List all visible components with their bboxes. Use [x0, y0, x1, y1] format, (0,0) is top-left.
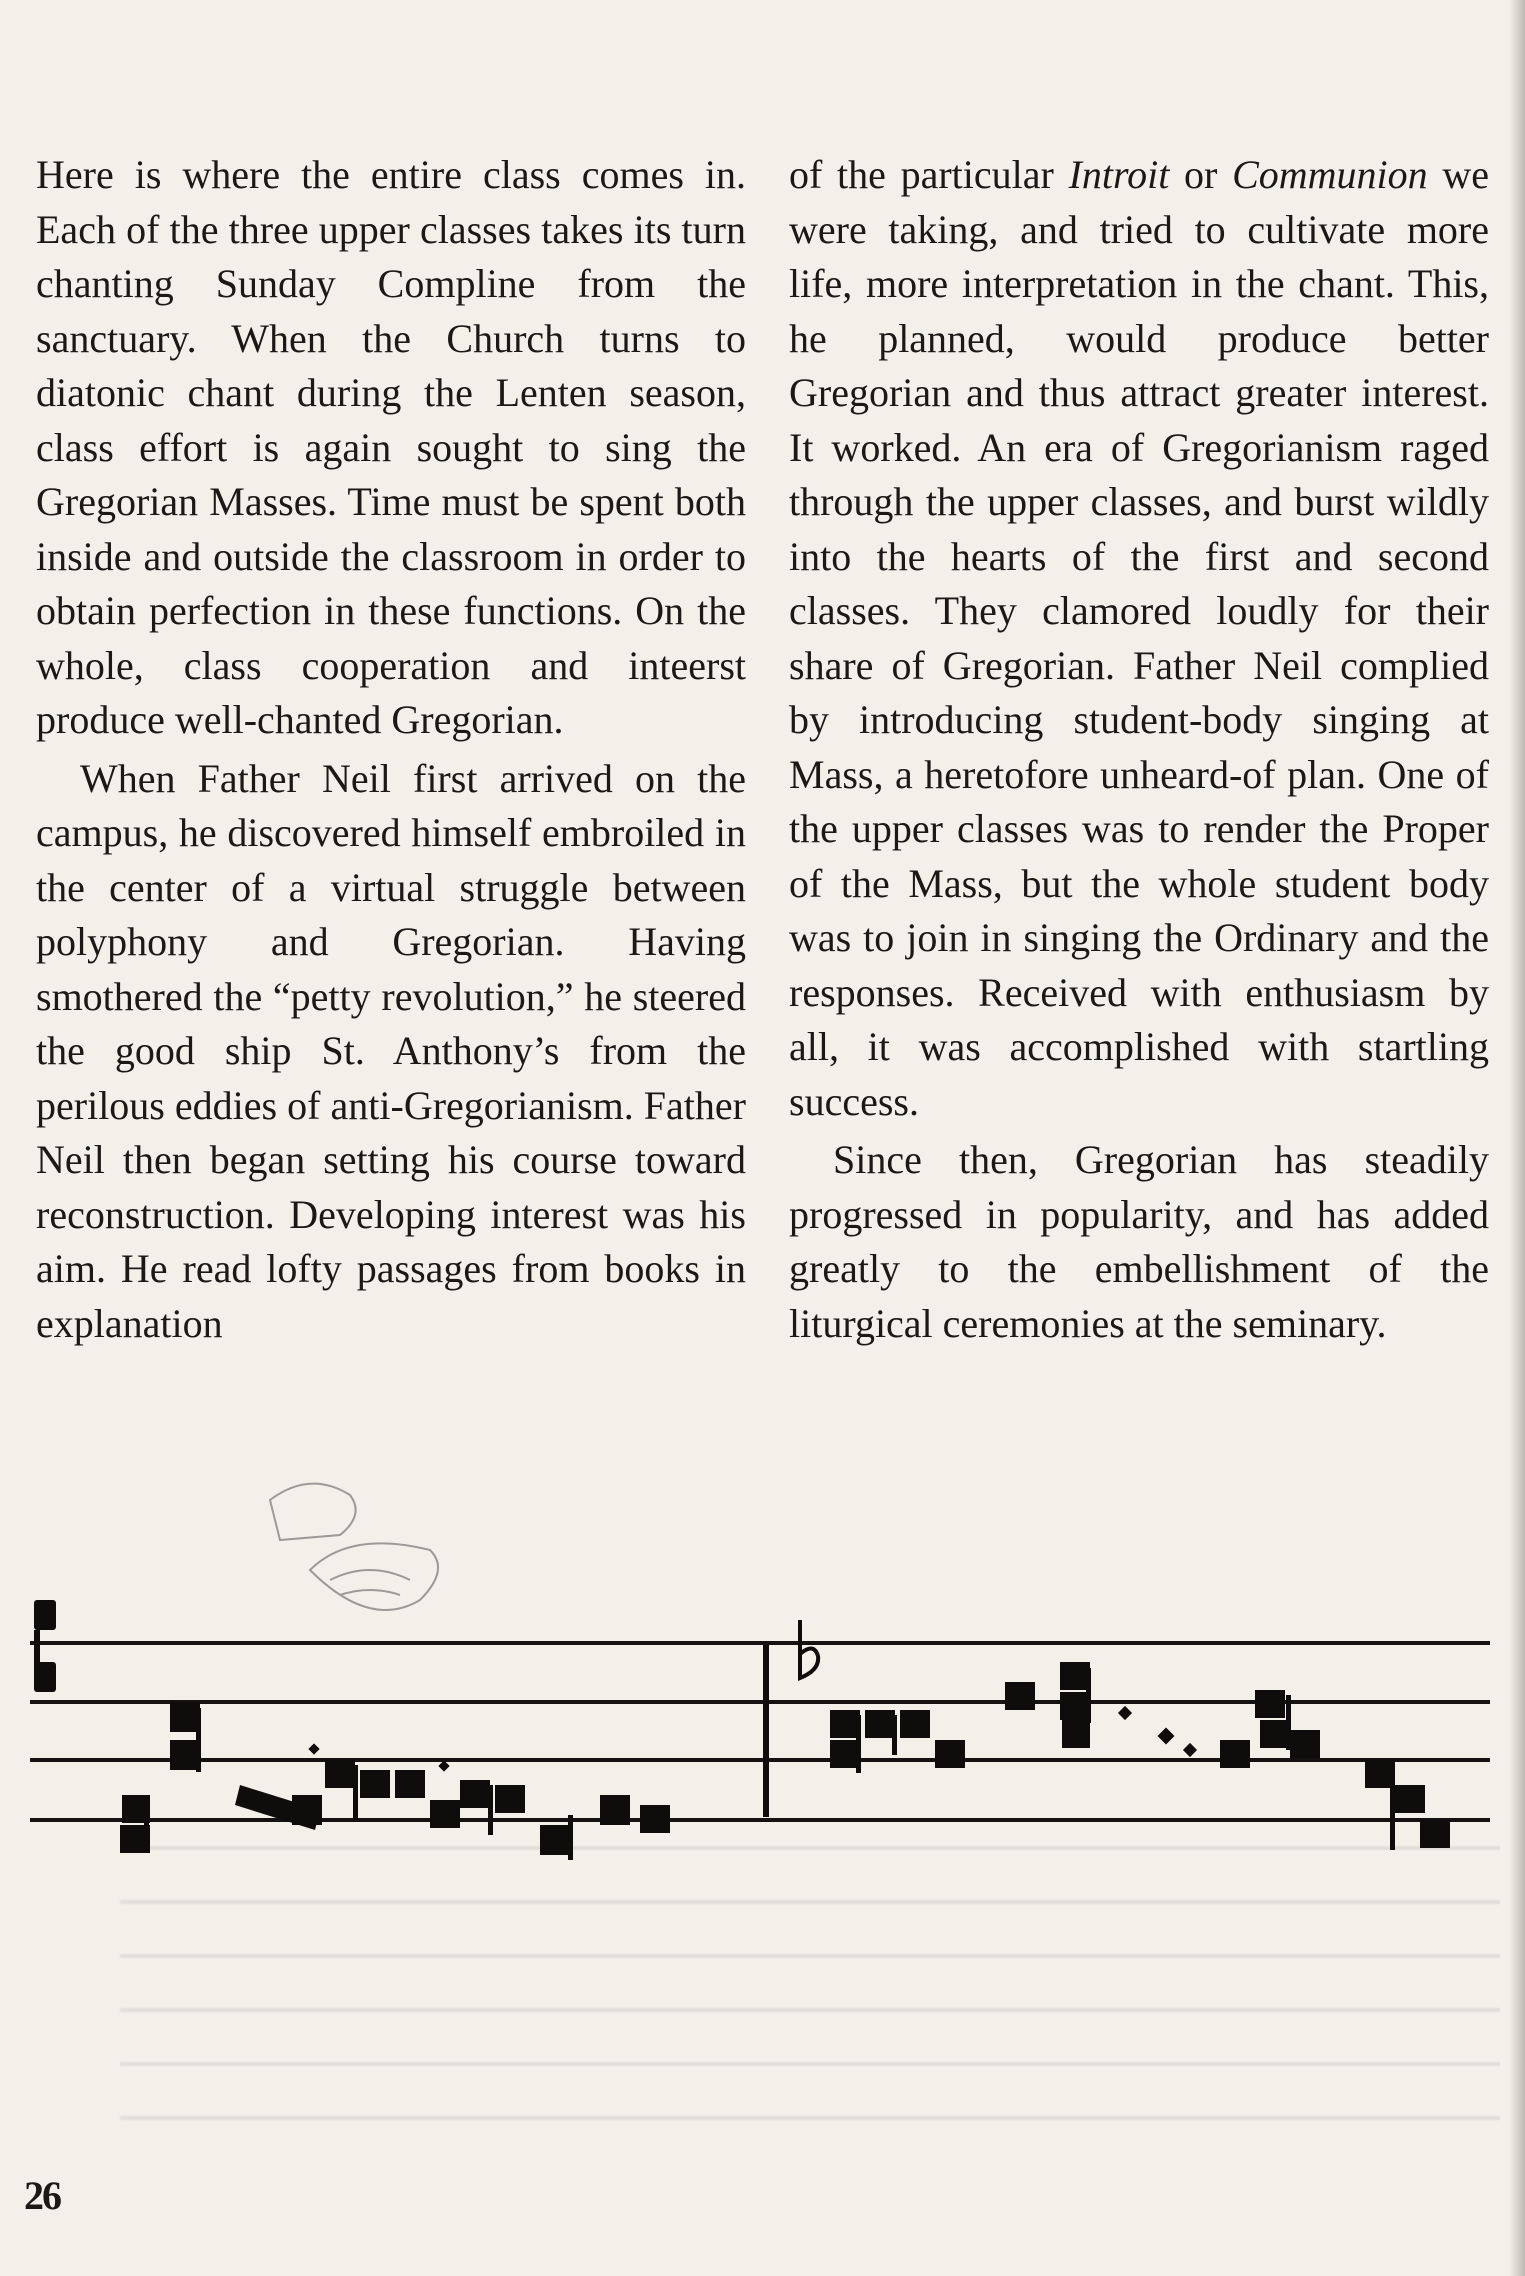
left-paragraph-2: When Father Neil first arrived on the campus, he discovered himself embroiled in the center of a virtual struggle between polyphony and Gregorian. Having smothered the “petty revolution,” he steered the good ship St. Anthony’s from the perilous eddies of anti-Gregorianism. Father Neil then began setting his course toward reconstruction. Developing interest was his aim. He read lofty passages from books in explanation [36, 755, 746, 1346]
flat-sign-icon [800, 1620, 818, 1678]
left-paragraph-1: Here is where the entire class comes in. Each of the three upper classes takes its turn chanting Sunday Compline from the sanctuary. When the Church turns to diatonic chant during the Lenten season, class effort is again sought to sing the Gregorian Masses. Time must be spent both inside and outside the classroom in order to obtain perfection in these functions. On the whole, class cooperation and inteerst produce well-chanted Gregorian. [36, 152, 746, 742]
right-text-column [789, 148, 1489, 1351]
right-paragraph-1-or: or [1169, 152, 1233, 197]
introit-word: Introit [1068, 152, 1170, 197]
page-edge-shadow [1509, 0, 1525, 2276]
right-paragraph-1-start: of the particular [789, 152, 1069, 197]
c-clef-icon [34, 1600, 56, 1692]
gregorian-chant-staff [0, 1440, 1525, 1960]
right-paragraph-2: Since then, Gregorian has steadily progressed in popularity, and has added greatly to the embellishment of the liturgical ceremonies at the seminary. [789, 1137, 1489, 1346]
library-stamp [270, 1484, 438, 1610]
page-number: 26 [24, 2173, 60, 2218]
right-paragraph-1 [789, 148, 1489, 1129]
communion-word: Communion [1232, 152, 1428, 197]
left-text-column [36, 148, 746, 1351]
right-paragraph-1-rest: we were taking, and tried to cultivate more life, more interpretation in the chant. This, he planned, would produce better Gregorian and thus attract greater interest. It worked. An era of Gregorianism raged through the upper classes, and burst wildly into the hearts of the first and second classes. They clamored loudly for their share of Gregorian. Father Neil complied by introducing student-body singing at Mass, a heretofore unheard-of plan. One of the upper classes was to render the Proper of the Mass, but the whole student body was to join in singing the Ordinary and the responses. Received with enthusiasm by all, it was accomplished with startling success. [789, 152, 1489, 1124]
bar-line [763, 1645, 769, 1817]
